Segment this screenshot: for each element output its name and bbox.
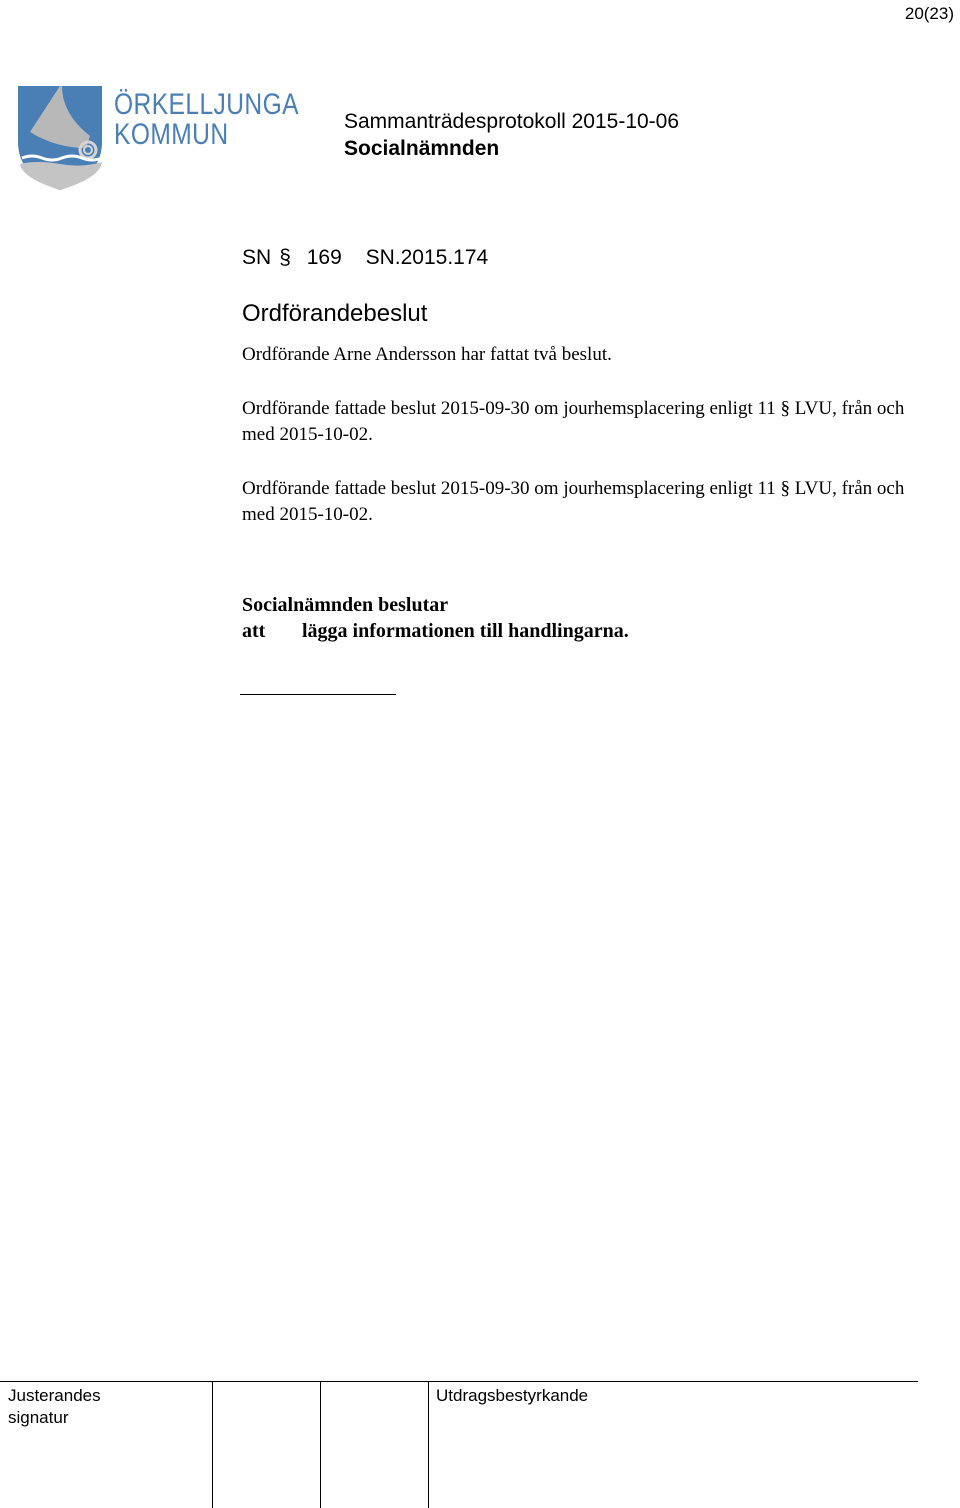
section-end-rule — [240, 694, 396, 695]
logo-name-line-1: ÖRKELLJUNGA — [114, 88, 299, 121]
municipal-coat-of-arms-icon — [16, 84, 106, 192]
certification-label: Utdragsbestyrkande — [436, 1386, 589, 1405]
protocol-title: Sammanträdesprotokoll 2015-10-06 — [344, 110, 680, 133]
footer-divider-1 — [212, 1381, 213, 1508]
decision-heading: Socialnämnden beslutar — [242, 594, 449, 616]
decision-row — [242, 620, 629, 643]
decision-paragraph-2: Ordförande fattade beslut 2015-09-30 om jourhemsplacering enligt 11 § LVU, från och med 2015-10-02. — [242, 478, 905, 525]
decision-text: lägga informationen till handlingarna. — [302, 620, 629, 642]
committee-name: Socialnämnden — [344, 137, 500, 160]
section-heading: Ordförandebeslut — [242, 300, 428, 327]
municipality-logo — [16, 84, 299, 192]
footer-divider-3 — [428, 1381, 429, 1508]
case-reference — [242, 246, 496, 270]
logo-name-line-2: KOMMUN — [114, 118, 229, 151]
diary-number: SN.2015.174 — [365, 246, 489, 269]
section-number: 169 — [306, 246, 342, 269]
decision-paragraph-1: Ordförande fattade beslut 2015-09-30 om jourhemsplacering enligt 11 § LVU, från och med 2015-10-02. — [242, 398, 905, 445]
section-sign: § — [279, 246, 291, 269]
decision-att: att — [242, 620, 266, 642]
case-prefix: SN — [242, 246, 272, 269]
signature-label: Justerandes signatur — [8, 1386, 101, 1427]
intro-paragraph: Ordförande Arne Andersson har fattat två beslut. — [242, 344, 612, 365]
footer-divider-2 — [320, 1381, 321, 1508]
signature-footer — [0, 1381, 920, 1508]
footer-top-rule — [0, 1381, 918, 1382]
page-number: 20(23) — [904, 4, 954, 23]
